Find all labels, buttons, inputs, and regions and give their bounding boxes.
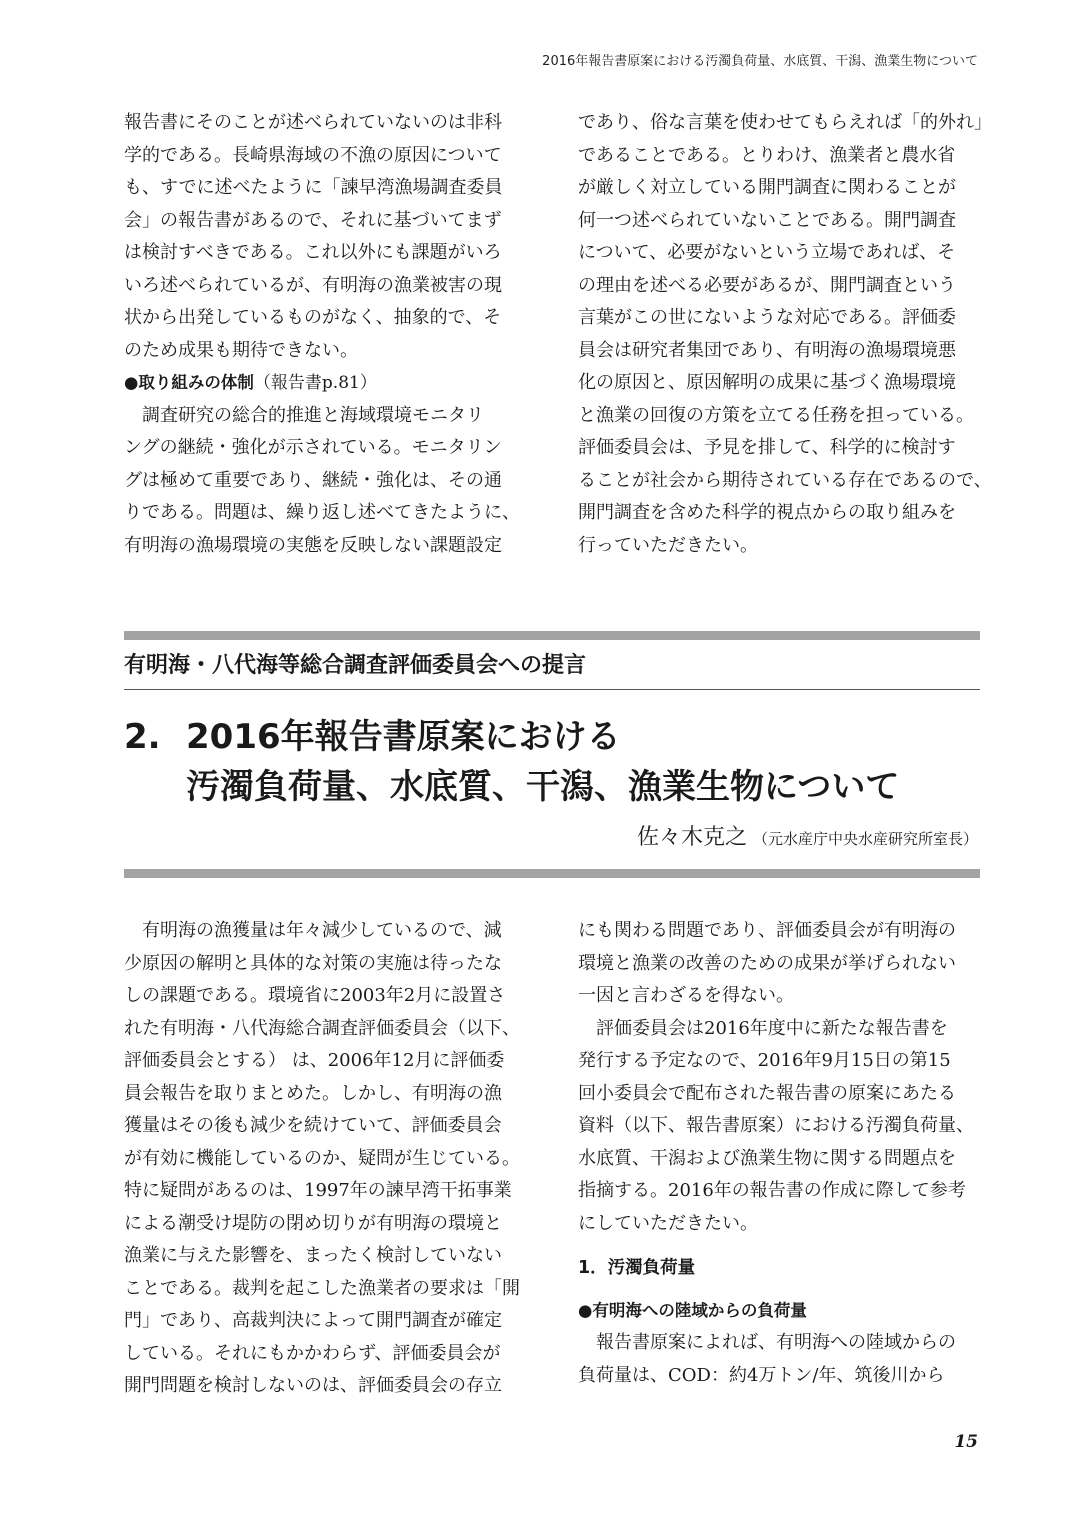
- series-title: 有明海・八代海等総合調査評価委員会への提言: [124, 653, 587, 678]
- text-line: 報告書原案によれば、有明海への陸域からの: [596, 1332, 956, 1353]
- text-line: 員会報告を取りまとめた。しかし、有明海の漁: [124, 1082, 502, 1104]
- text-line: ングの継続・強化が示されている。モニタリン: [124, 437, 502, 458]
- header-bottom-bar: [124, 869, 980, 878]
- title-line-2: 汚濁負荷量、水底質、干潟、漁業生物について: [186, 767, 900, 807]
- text-line: 何一つ述べられていないことである。開門調査: [578, 209, 956, 231]
- text-line: 有明海の漁場環境の実態を反映しない課題設定: [124, 534, 502, 556]
- text-line: 言葉がこの世にないような対応である。評価委: [578, 307, 956, 328]
- text-line: による潮受け堤防の閉め切りが有明海の環境と: [124, 1212, 502, 1234]
- divider: [124, 689, 980, 690]
- text-line: 指摘する。2016年の報告書の作成に際して参考: [578, 1180, 966, 1201]
- paragraph: [124, 107, 534, 367]
- paragraph: [124, 915, 534, 1403]
- text-line: 開門調査を含めた科学的視点からの取り組みを: [578, 502, 956, 523]
- top-left-column: [124, 107, 534, 562]
- title-line-1: 2016年報告書原案における: [186, 717, 621, 757]
- text-line: の理由を述べる必要があるが、開門調査という: [578, 274, 956, 296]
- text-line: 会」の報告書があるので、それに基づいてまず: [124, 209, 502, 231]
- body-left-column: [124, 915, 534, 1403]
- text-line: 一因と言わざるを得ない。: [578, 985, 794, 1006]
- text-line: 員会は研究者集団であり、有明海の漁場環境悪: [578, 339, 956, 361]
- text-line: 開門問題を検討しないのは、評価委員会の存立: [124, 1375, 502, 1396]
- author-affiliation: （元水産庁中央水産研究所室長）: [752, 830, 978, 848]
- text-line: グは極めて重要であり、継続・強化は、その通: [124, 469, 502, 491]
- text-line: であり、俗な言葉を使わせてもらえれば「的外れ」: [578, 112, 992, 133]
- article-number: 2.: [124, 717, 161, 757]
- text-line: 水底質、干潟および漁業生物に関する問題点を: [578, 1147, 956, 1169]
- text-line: 環境と漁業の改善のための成果が挙げられない: [578, 952, 956, 974]
- report-page-reference: （報告書p.81）: [253, 373, 377, 393]
- text-line: 評価委員会は、予見を排して、科学的に検討す: [578, 437, 956, 458]
- text-line: 少原因の解明と具体的な対策の実施は待ったな: [124, 952, 502, 974]
- text-line: であることである。とりわけ、漁業者と農水省: [578, 144, 956, 166]
- section-heading: 1．汚濁負荷量: [578, 1258, 696, 1278]
- text-line: と漁業の回復の方策を立てる任務を担っている。: [578, 404, 974, 426]
- text-line: 漁業に与えた影響を、まったく検討していない: [124, 1245, 502, 1266]
- text-line: 報告書にそのことが述べられていないのは非科: [124, 112, 502, 133]
- text-line: 資料（以下、報告書原案）における汚濁負荷量、: [578, 1115, 974, 1136]
- text-line: 化の原因と、原因解明の成果に基づく漁場環境: [578, 372, 956, 393]
- text-line: 特に疑問があるのは、1997年の諫早湾干拓事業: [124, 1180, 512, 1201]
- text-line: にしていただきたい。: [578, 1212, 758, 1234]
- subsection-heading-text: ●取り組みの体制: [124, 373, 254, 392]
- text-line: 負荷量は、COD：約4万トン/年、筑後川から: [578, 1364, 945, 1386]
- text-line: 有明海の漁獲量は年々減少しているので、減: [142, 920, 502, 941]
- text-line: している。それにもかかわらず、評価委員会が: [124, 1342, 501, 1364]
- author-line: [637, 820, 978, 851]
- text-line: のため成果も期待できない。: [124, 339, 358, 361]
- text-line: も、すでに述べたように「諫早湾漁場調査委員: [124, 177, 503, 198]
- text-line: 評価委員会は2016年度中に新たな報告書を: [596, 1017, 948, 1039]
- paragraph: [578, 1013, 988, 1241]
- running-head: 2016年報告書原案における汚濁負荷量、水底質、干潟、漁業生物について: [542, 54, 978, 69]
- text-line: 回小委員会で配布された報告書の原案にあたる: [578, 1082, 956, 1104]
- text-line: が有効に機能しているのか、疑問が生じている。: [124, 1147, 520, 1169]
- paragraph: [578, 915, 988, 1013]
- subsection-heading: ●有明海への陸域からの負荷量: [578, 1300, 807, 1320]
- text-line: 評価委員会とする） は、2006年12月に評価委: [124, 1050, 505, 1071]
- page-number: 15: [954, 1432, 978, 1452]
- text-line: 調査研究の総合的推進と海域環境モニタリ: [142, 404, 484, 426]
- text-line: りである。問題は、繰り返し述べてきたように、: [124, 502, 520, 523]
- body-right-column: [578, 915, 988, 1392]
- text-line: について、必要がないという立場であれば、そ: [578, 242, 956, 263]
- text-line: 学的である。長崎県海域の不漁の原因について: [124, 144, 502, 166]
- paragraph: [124, 400, 534, 563]
- paragraph: [578, 107, 992, 562]
- text-line: しの課題である。環境省に2003年2月に設置さ: [124, 985, 506, 1006]
- text-line: 行っていただきたい。: [578, 534, 758, 556]
- text-line: ことである。裁判を起こした漁業者の要求は「開: [124, 1277, 520, 1299]
- text-line: 獲量はその後も減少を続けていて、評価委員会: [124, 1115, 502, 1136]
- text-line: いろ述べられているが、有明海の漁業被害の現: [124, 274, 502, 296]
- text-line: にも関わる問題であり、評価委員会が有明海の: [578, 920, 956, 941]
- author-name: 佐々木克之: [636, 825, 747, 850]
- paragraph: [578, 1327, 988, 1392]
- text-line: 発行する予定なので、2016年9月15日の第15: [578, 1050, 951, 1071]
- article-title: [124, 712, 899, 812]
- text-line: 門」であり、高裁判決によって開門調査が確定: [124, 1310, 502, 1331]
- subsection-heading: [124, 367, 534, 400]
- text-line: は検討すべきである。これ以外にも課題がいろ: [124, 242, 502, 263]
- text-line: が厳しく対立している開門調査に関わることが: [578, 177, 956, 198]
- header-top-bar: [124, 631, 980, 640]
- text-line: れた有明海・八代海総合調査評価委員会（以下、: [124, 1017, 520, 1039]
- text-line: ることが社会から期待されている存在であるので、: [578, 469, 992, 491]
- text-line: 状から出発しているものがなく、抽象的で、そ: [124, 307, 502, 328]
- top-right-column: [578, 107, 992, 562]
